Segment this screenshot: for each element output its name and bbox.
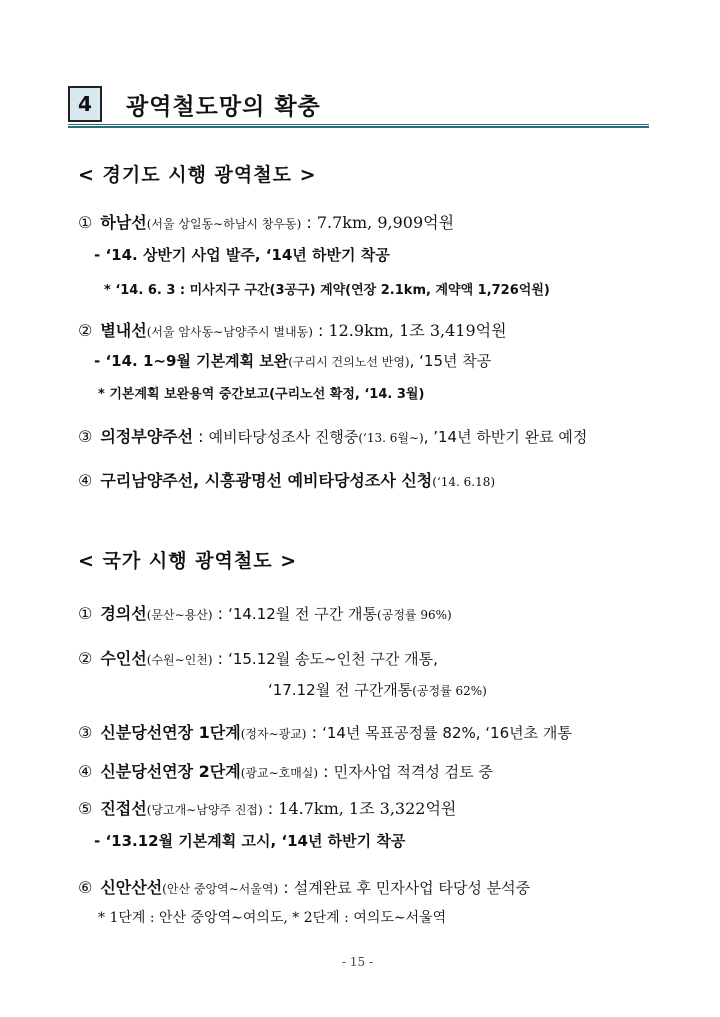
line-name: 경의선: [100, 604, 147, 623]
line-name: 진접선: [100, 799, 147, 818]
gyeonggi-item-3: [78, 424, 587, 447]
paren-2: (공정률 62%): [412, 684, 487, 698]
date: (‘14. 6.18): [432, 475, 496, 489]
route: (광교∼호매실): [240, 766, 319, 780]
gyeonggi-item-2-note: * 기본계획 보완용역 중간보고(구리노선 확정, ‘14. 3월): [98, 387, 425, 402]
page-number: - 15 -: [342, 955, 374, 969]
route: (서울 암사동∼남양주시 별내동): [146, 325, 313, 339]
separator: :: [212, 649, 229, 668]
separator: :: [318, 762, 334, 781]
section-number-box: [68, 86, 102, 122]
national-item-6: [78, 875, 530, 898]
detail: 민자사업 적격성 검토 중: [333, 763, 493, 781]
detail: 14.7km, 1조 3,322억원: [278, 799, 457, 818]
route: (정자∼광교): [240, 727, 307, 741]
item-marker: ①: [78, 604, 93, 623]
section-number: 4: [78, 92, 92, 116]
separator: :: [193, 427, 209, 446]
detail-2: ‘17.12월 전 구간개통: [268, 681, 413, 699]
sub-tail: , ‘15년 착공: [409, 352, 492, 370]
gyeonggi-item-1-note: * ‘14. 6. 3 : 미사지구 구간(3공구) 계약(연장 2.1km, 계약액 1,726억원): [104, 283, 550, 298]
separator: :: [262, 799, 279, 818]
line-name: 신안산선: [100, 878, 163, 897]
item-marker: ③: [78, 427, 93, 446]
national-item-6-note: * 1단계 : 안산 중앙역∼여의도, * 2단계 : 여의도∼서울역: [98, 910, 447, 926]
separator: :: [278, 878, 294, 897]
line-name: 수인선: [100, 649, 147, 668]
national-item-5-sub: - ‘13.12월 기본계획 고시, ‘14년 하반기 착공: [94, 832, 406, 850]
national-item-2-line2: [268, 679, 487, 700]
detail: 설계완료 후 민자사업 타당성 분석중: [293, 879, 531, 897]
item-marker: ⑥: [78, 878, 93, 897]
paren: (공정률 96%): [377, 608, 452, 622]
national-item-3: [78, 720, 572, 743]
detail: 12.9km, 1조 3,419억원: [328, 321, 507, 340]
national-heading: < 국가 시행 광역철도 >: [78, 550, 298, 572]
gyeonggi-heading: < 경기도 시행 광역철도 >: [78, 164, 317, 186]
sub-paren: (구리시 건의노선 반영): [288, 355, 410, 369]
line-name: 구리남양주선, 시흥광명선 예비타당성조사 신청: [100, 471, 433, 490]
detail-paren: (‘13. 6월∼): [358, 431, 424, 445]
route: (안산 중앙역∼서울역): [162, 882, 279, 896]
page-title: 광역철도망의 확충: [126, 94, 321, 120]
route: (당고개∼남양주 진접): [146, 803, 263, 817]
detail: 7.7km, 9,909억원: [316, 213, 455, 232]
line-name: 신분당선연장 1단계: [100, 723, 241, 742]
detail: ‘15.12월 송도∼인천 구간 개통,: [228, 650, 438, 668]
route: (서울 상일동∼하남시 창우동): [146, 217, 302, 231]
separator: :: [306, 723, 323, 742]
item-marker: ⑤: [78, 799, 93, 818]
title-underline-thick: [68, 126, 649, 128]
item-marker: ①: [78, 213, 93, 232]
separator: :: [312, 321, 329, 340]
route: (문산∼용산): [146, 608, 213, 622]
detail-a: 예비타당성조사 진행중: [208, 428, 359, 446]
item-marker: ④: [78, 471, 93, 490]
title-underline-thin: [68, 124, 649, 125]
item-marker: ③: [78, 723, 93, 742]
detail: ‘14년 목표공정률 82%, ‘16년초 개통: [322, 724, 572, 742]
separator: :: [301, 213, 317, 232]
line-name: 별내선: [100, 321, 147, 340]
detail-b: , ’14년 하반기 완료 예정: [423, 428, 588, 446]
detail: ‘14.12월 전 구간 개통: [228, 605, 378, 623]
national-item-4: [78, 759, 493, 782]
line-name: 신분당선연장 2단계: [100, 762, 241, 781]
sub-main: - ‘14. 1∼9월 기본계획 보완: [94, 352, 289, 370]
national-item-5: [78, 796, 456, 819]
separator: :: [212, 604, 229, 623]
item-marker: ②: [78, 321, 93, 340]
national-item-2: [78, 646, 438, 669]
route: (수원∼인천): [146, 653, 213, 667]
gyeonggi-item-1-sub: - ‘14. 상반기 사업 발주, ‘14년 하반기 착공: [94, 246, 390, 264]
line-name: 하남선: [100, 213, 147, 232]
item-marker: ④: [78, 762, 93, 781]
gyeonggi-item-2: [78, 318, 507, 341]
line-name: 의정부양주선: [100, 427, 194, 446]
national-item-1: [78, 601, 452, 624]
gyeonggi-item-1: [78, 210, 454, 233]
item-marker: ②: [78, 649, 93, 668]
gyeonggi-item-2-sub: [94, 350, 491, 371]
gyeonggi-item-4: [78, 468, 495, 491]
